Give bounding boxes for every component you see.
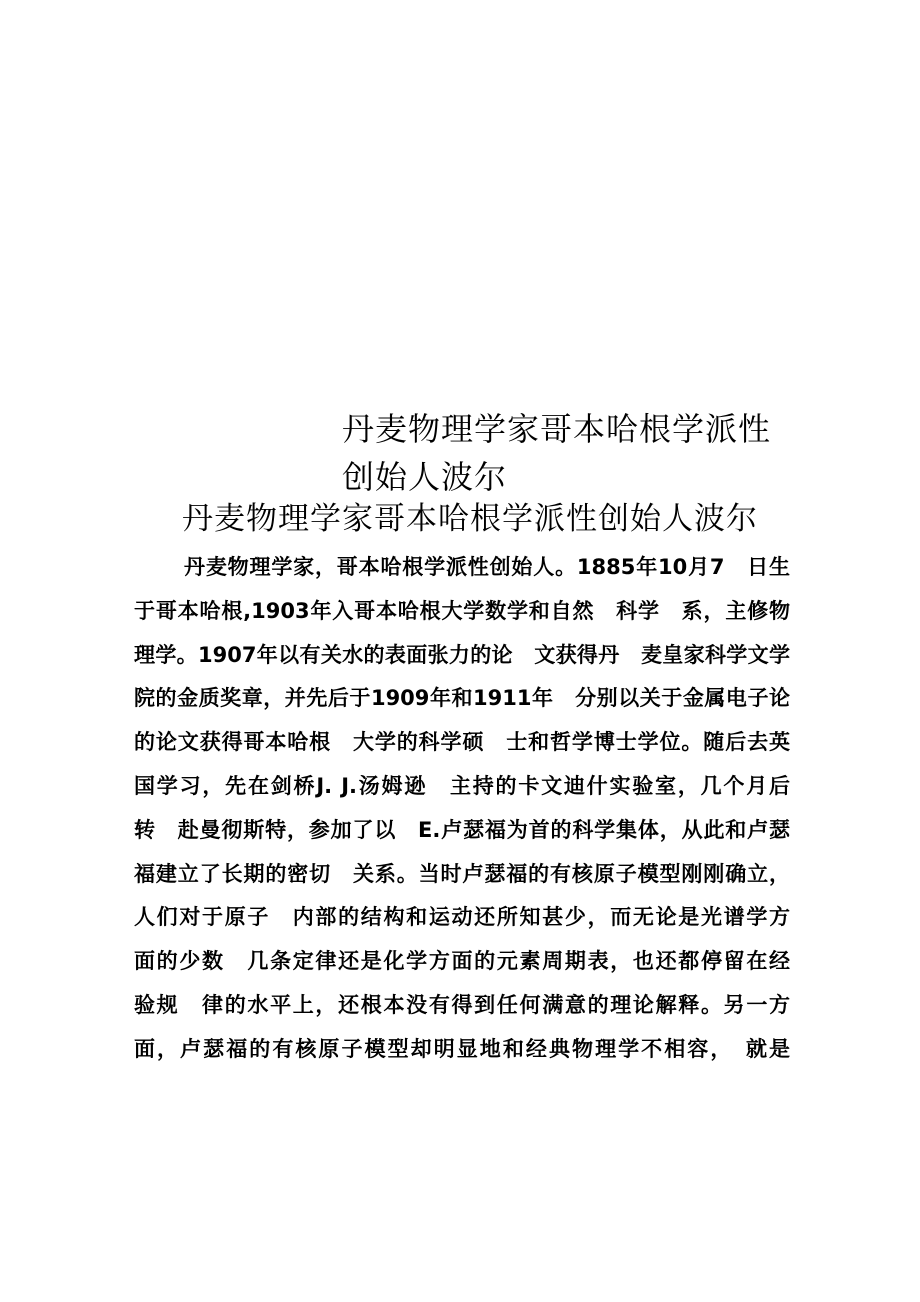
- paragraph-line: 理学。1907年以有关水的表面张力的论 文获得丹 麦皇家科学文学: [134, 642, 790, 667]
- body-paragraph: [134, 546, 790, 1072]
- paragraph-line: 转 赴曼彻斯特，参加了以 E.卢瑟福为首的科学集体，从此和卢瑟: [134, 817, 790, 842]
- paragraph-line: 丹麦物理学家，哥本哈根学派性创始人。1885年10月7 日生: [184, 555, 790, 579]
- paragraph-line: 国学习，先在剑桥J. J.汤姆逊 主持的卡文迪什实验室，几个月后: [134, 773, 790, 798]
- paragraph-line: 面，卢瑟福的有核原子模型却明显地和经典物理学不相容， 就是: [134, 1036, 790, 1061]
- paragraph-line: 福建立了长期的密切 关系。当时卢瑟福的有核原子模型刚刚确立，: [134, 861, 790, 886]
- paragraph-line: 的论文获得哥本哈根 大学的科学硕 士和哲学博士学位。随后去英: [134, 730, 790, 755]
- paragraph-line: 人们对于原子 内部的结构和运动还所知甚少，而无论是光谱学方: [134, 905, 790, 930]
- paragraph-line: 面的少数 几条定律还是化学方面的元素周期表，也还都停留在经: [134, 949, 790, 974]
- document-title: 丹麦物理学家哥本哈根学派性 创始人波尔: [342, 410, 772, 496]
- paragraph-line: 院的金质奖章，并先后于1909年和1911年 分别以关于金属电子论: [134, 686, 790, 711]
- document-subtitle: 丹麦物理学家哥本哈根学派性创始人波尔: [182, 501, 758, 537]
- paragraph-line: 于哥本哈根,1903年入哥本哈根大学数学和自然 科学 系，主修物: [134, 598, 790, 623]
- paragraph-line: 验规 律的水平上，还根本没有得到任何满意的理论解释。另一方: [134, 992, 790, 1017]
